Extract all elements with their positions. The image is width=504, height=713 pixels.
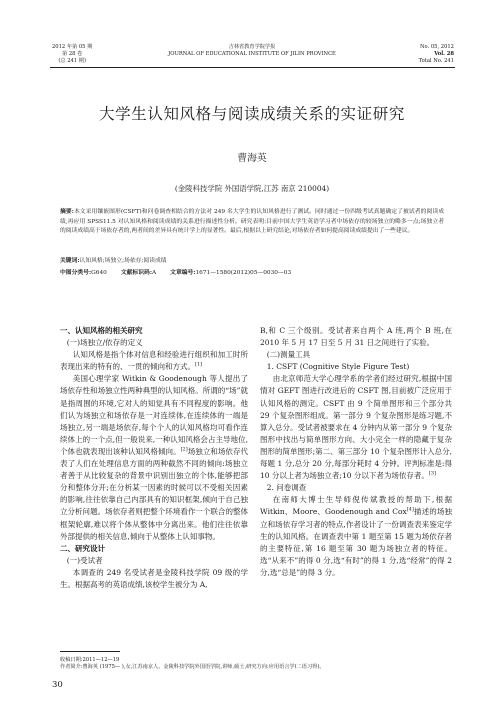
body-column-left — [60, 325, 248, 591]
article-no-value: 1671—1580(2012)05—0030—03 — [195, 270, 292, 276]
received-date: 收稿日期:2011—12—19 — [60, 657, 120, 663]
issue-line: 2012 年第 05 期 — [52, 44, 93, 50]
keywords — [60, 255, 167, 264]
section-heading: 二、研究设计 — [60, 543, 105, 553]
clc-value: G640 — [91, 270, 107, 276]
volume-line-en: Vol. 28 — [434, 51, 454, 58]
body-column-right — [260, 325, 452, 579]
subsection-heading: 2. 问卷调查 — [266, 483, 307, 493]
keywords-label: 关键词: — [60, 258, 80, 264]
subsection-heading: (一)场独立/依存的定义 — [66, 338, 143, 348]
page-number: 30 — [52, 680, 63, 690]
author-name: 曹海英 — [237, 153, 267, 164]
paragraph-text: 由北京师范大学心理学系的学者们经过研究,根据中国情对 GEFT 图进行改进后的 CSFT 图,目前被广泛应用于认知风格的测定。CSFT 由 9 个简单图形和三个部分共 29 个复杂图形组成。第一部分 9 个复杂图形是练习题,不算入总分。受试者被要求在 4 分钟内从第一部分 9 个复杂图形中找出与简单图形方向、大小完全一样的隐藏于复杂图形的简单图形;第二、第三部分 10 个复杂图形计入总分,每题 1 分,总分 20 分,每部分耗时 4 分钟。评判标准是:得 10 分以上者为场独立者;10 分以下者为场依存者。 — [260, 374, 452, 481]
subsection-heading: 1. CSFT (Cognitive Style Figure Test) — [266, 362, 410, 372]
paragraph — [260, 494, 452, 579]
paragraph — [260, 373, 452, 482]
paragraph — [260, 325, 452, 349]
journal-name — [110, 44, 394, 58]
total-line-en: Total No. 241 — [418, 58, 454, 65]
footnote-rule — [60, 651, 120, 652]
subsection-heading: (一)受试者 — [66, 555, 103, 565]
abstract-text: 本文采用镶嵌图形(CSFT)和问卷调查相结合的方法对 249 名大学生的认知风格进行了测试。同时通过一份四级考试真题确定了被试者的阅读成绩,再应用 SPSS11.5 对认知风格和阅读成绩的关系进行描述性分析。研究表明:目前中国大学生英语学习者中场依存的较场独立的略多一点;场独立者的阅读成绩高于场依存者的,两者间的差异具有统计学上的显著性。最后,根据以上研究结论,对场依存者如何提高阅读成绩提出了一些建议。 — [60, 209, 444, 235]
paragraph-text: 美国心理学家 Witkin & Goodenough 等人提出了场依存性和场独立性两种典型的认知风格。所谓的“场”就是指周围的环境,它对人的知觉具有不同程度的影响。他们认为场独立和场依存是一对连续体,在连续体的一端是场独立,另一端是场依存,每个个人的认知风格均可看作连续体上的一个点,但一般说来,一种认知风格会占主导地位,个体也就表现出该种认知风格倾向。 — [60, 374, 248, 456]
article-title: 大学生认知风格与阅读成绩关系的实证研究 — [99, 105, 405, 123]
paragraph-text: 在南师大博士生导师倪传斌教授的帮助下,根据 Witkin、Moore、Goodenough and Cox — [260, 495, 452, 517]
paragraph-text: 认知风格是指个体对信息和经验进行组织和加工时所表现出来的特有的、一贯的倾向和方式。 — [60, 350, 248, 372]
abstract-label: 摘要: — [60, 209, 74, 215]
paragraph-text: 本调查的 249 名受试者是金陵科技学院 09 级的学生。根据高考的英语成绩,该校学生被分为 A, — [60, 567, 248, 589]
paragraph-text: 场独立和场依存代表了人们在处理信息方面的两种截然不同的倾向:场独立者善于从比较复杂的背景中识别出独立的个体,能够把部分和整体分开;在分析某一因素的时候可以不受相关因素的影响,往往依靠自己内部具有的知识框架,倾向于自己独立分析问题。场依存者则把整个环境看作一个联合的整体框架轮廓,难以将个体从整体中分离出来。他们往往依靠外部提供的相关信息,倾向于从整体上认知事物。 — [60, 446, 249, 541]
paragraph-text: 描述的场独立和场依存学习者的特点,作者设计了一份调查表来鉴定学生的认知风格。在调查表中第 1 题至第 15 题为场依存者的主要特征,第 16 题至第 30 题为场独立者的特征。选“从来不”的得 0 分,选“有时”的得 1 分,选“经常”的得 2 分,选“总是”的得 3 分。 — [260, 507, 453, 577]
citation-ref: [1] — [195, 361, 203, 368]
doc-value: A — [151, 270, 157, 276]
author-affiliation: (金陵科技学院 外国语学院,江苏 南京 210004) — [174, 184, 330, 193]
section-heading: 一、认知风格的相关研究 — [60, 326, 143, 335]
issue-info — [52, 44, 92, 66]
citation-ref: [3] — [428, 470, 436, 477]
citation-ref: [2] — [180, 446, 188, 453]
issue-info-en — [419, 44, 454, 66]
abstract — [60, 208, 444, 237]
header-rule — [50, 67, 455, 68]
keywords-text: 认知风格;场独立;场依存;阅读成绩 — [79, 258, 167, 264]
author-bio: 作者简介:曹海英 (1975— ),女,江苏南京人。金陵科技学院外国语学院,讲师,硕士,研究方向:应用语言学(二语习得)。 — [60, 664, 325, 670]
paragraph — [60, 567, 248, 591]
article-no-label: 文章编号: — [170, 270, 196, 276]
volume-line: 第 28 卷 — [62, 51, 83, 58]
paragraph — [60, 349, 248, 373]
clc-label: 中图分类号: — [60, 270, 92, 276]
issue-line-en: No. 05, 2012 — [420, 44, 454, 50]
doc-label: 文献标识码: — [120, 270, 152, 276]
paragraph-text: B,和 C 三个级别。受试者来自两个 A 班,两个 B 班,在 2010 年 5 月 17 日至 5 月 31 日之间进行了实验。 — [260, 326, 452, 348]
paragraph — [60, 373, 248, 542]
subsection-heading: (二)测量工具 — [266, 350, 311, 360]
total-line: (总 241 期) — [58, 58, 86, 65]
journal-name-en: JOURNAL OF EDUCATIONAL INSTITUTE OF JILIN PROVINCE — [168, 51, 336, 58]
journal-name-cn: 吉林省教育学院学报 — [228, 44, 276, 50]
classification-line — [60, 267, 291, 276]
citation-ref: [4] — [406, 506, 414, 513]
